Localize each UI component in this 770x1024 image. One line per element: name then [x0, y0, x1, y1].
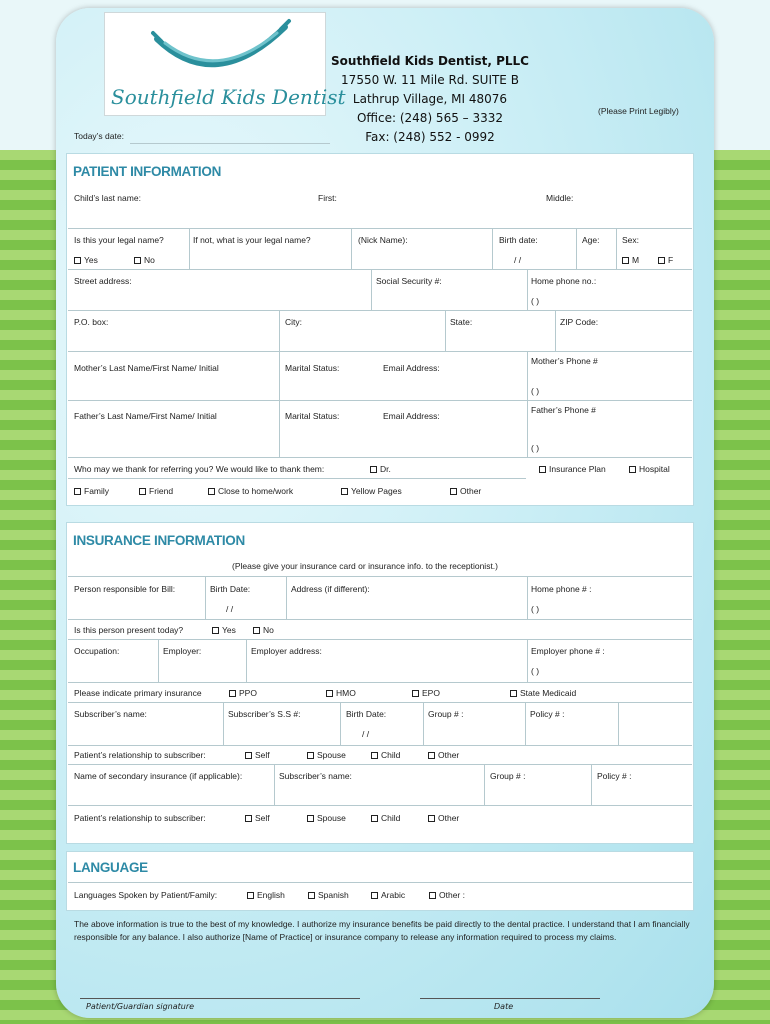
column-divider	[616, 229, 617, 269]
close-home-label: Close to home/work	[218, 486, 294, 496]
column-divider	[484, 765, 485, 805]
insurance-note: (Please give your insurance card or insurance info. to the receptionist.)	[232, 561, 498, 571]
nick-name-label: (Nick Name):	[358, 235, 408, 245]
checkbox-icon[interactable]	[371, 815, 378, 822]
row-divider	[68, 805, 692, 806]
address-different-label: Address (if different):	[291, 584, 370, 594]
practice-address	[330, 52, 530, 147]
column-divider	[527, 640, 528, 682]
spouse-label: Spouse	[317, 813, 346, 823]
spanish-label: Spanish	[318, 890, 349, 900]
legal-name-question: Is this your legal name?	[74, 235, 164, 245]
row-divider	[68, 400, 692, 401]
no-label: No	[144, 255, 155, 265]
relationship2-label: Patient’s relationship to subscriber:	[74, 813, 206, 823]
street-address-label: Street address:	[74, 276, 132, 286]
primary-insurance-label: Please indicate primary insurance	[74, 688, 202, 698]
city-label: City:	[285, 317, 302, 327]
father-name-label: Father’s Last Name/First Name/ Initial	[74, 411, 217, 421]
checkbox-icon[interactable]	[450, 488, 457, 495]
column-divider	[591, 765, 592, 805]
insurance-plan-label: Insurance Plan	[549, 464, 606, 474]
rel-child-option[interactable]	[371, 750, 400, 760]
patient-section	[66, 153, 694, 506]
zip-label: ZIP Code:	[560, 317, 599, 327]
checkbox-icon[interactable]	[74, 257, 81, 264]
address-line-2: Lathrup Village, MI 48076	[352, 92, 508, 106]
father-email-label: Email Address:	[383, 411, 440, 421]
signature-label: Patient/Guardian signature	[86, 1002, 195, 1011]
yes-label: Yes	[222, 625, 236, 635]
employer-phone-label: Employer phone # :	[531, 646, 605, 656]
referral-insurance-option[interactable]	[539, 464, 606, 474]
date-label: Date	[494, 1002, 514, 1011]
other-label: Other	[460, 486, 482, 496]
column-divider	[189, 229, 190, 269]
referral-other-option[interactable]	[450, 486, 481, 496]
lang-arabic-option[interactable]	[371, 890, 405, 900]
todays-date-field[interactable]	[130, 143, 330, 144]
rel2-other-option[interactable]	[428, 813, 459, 823]
secondary-subscriber-label: Subscriber’s name:	[279, 771, 352, 781]
column-divider	[423, 703, 424, 745]
logo-wordmark: Southfield Kids Dentist	[111, 85, 346, 109]
child-label: Child	[381, 750, 401, 760]
present-yes-option[interactable]	[212, 625, 236, 635]
rel2-self-option[interactable]	[245, 813, 270, 823]
column-divider	[286, 577, 287, 619]
print-note: (Please Print Legibly)	[598, 106, 679, 116]
column-divider	[158, 640, 159, 682]
secondary-group-label: Group # :	[490, 771, 526, 781]
birth-date-slashes: / /	[514, 255, 522, 265]
mother-name-label: Mother’s Last Name/First Name/ Initial	[74, 363, 219, 373]
checkbox-icon[interactable]	[326, 690, 333, 697]
column-divider	[205, 577, 206, 619]
fax-number: Fax: (248) 552 - 0992	[365, 130, 495, 144]
column-divider	[555, 311, 556, 351]
column-divider	[279, 352, 280, 400]
column-divider	[445, 311, 446, 351]
rel2-child-option[interactable]	[371, 813, 400, 823]
column-divider	[618, 703, 619, 745]
resp-home-phone-label: Home phone # :	[531, 584, 592, 594]
checkbox-icon[interactable]	[253, 627, 260, 634]
column-divider	[527, 577, 528, 619]
secondary-insurance-label: Name of secondary insurance (if applicable):	[74, 771, 243, 781]
column-divider	[351, 229, 352, 269]
column-divider	[340, 703, 341, 745]
row-divider	[68, 882, 692, 883]
referral-dr-option[interactable]	[370, 464, 391, 474]
subscriber-birth-slashes: / /	[362, 729, 370, 739]
row-divider	[68, 682, 692, 683]
rel-self-option[interactable]	[245, 750, 270, 760]
rel-spouse-option[interactable]	[307, 750, 346, 760]
group-number-label: Group # :	[428, 709, 464, 719]
employer-address-label: Employer address:	[251, 646, 322, 656]
medicaid-label: State Medicaid	[520, 688, 577, 698]
self-label: Self	[255, 813, 270, 823]
father-marital-label: Marital Status:	[285, 411, 340, 421]
middle-name-label: Middle:	[546, 193, 574, 203]
checkbox-icon[interactable]	[74, 488, 81, 495]
checkbox-icon[interactable]	[428, 752, 435, 759]
row-divider	[68, 702, 692, 703]
subscriber-name-label: Subscriber’s name:	[74, 709, 147, 719]
epo-option[interactable]	[412, 688, 440, 698]
checkbox-icon[interactable]	[412, 690, 419, 697]
ppo-label: PPO	[239, 688, 257, 698]
yellow-pages-label: Yellow Pages	[351, 486, 402, 496]
occupation-label: Occupation:	[74, 646, 120, 656]
checkbox-icon[interactable]	[510, 690, 517, 697]
home-phone-area: ( )	[531, 296, 540, 306]
referral-question: Who may we thank for referring you? We would like to thank them:	[74, 464, 325, 474]
dr-label: Dr.	[380, 464, 391, 474]
lang-other-option[interactable]	[429, 890, 465, 900]
practice-logo	[104, 12, 346, 116]
male-label: M	[632, 255, 640, 265]
column-divider	[525, 703, 526, 745]
checkbox-icon[interactable]	[308, 892, 315, 899]
referral-family-option[interactable]	[74, 486, 109, 496]
address-line-1: 17550 W. 11 Mile Rd. SUITE B	[341, 73, 519, 87]
checkbox-icon[interactable]	[429, 892, 436, 899]
row-divider	[68, 745, 692, 746]
checkbox-icon[interactable]	[622, 257, 629, 264]
hmo-label: HMO	[336, 688, 356, 698]
father-phone-area: ( )	[531, 443, 540, 453]
mother-marital-label: Marital Status:	[285, 363, 340, 373]
lang-english-option[interactable]	[247, 890, 285, 900]
sex-label: Sex:	[622, 235, 640, 245]
column-divider	[576, 229, 577, 269]
other-language-label: Other :	[439, 890, 465, 900]
row-divider	[68, 478, 526, 479]
present-no-option[interactable]	[253, 625, 274, 635]
checkbox-icon[interactable]	[139, 488, 146, 495]
checkbox-icon[interactable]	[307, 815, 314, 822]
resp-birth-slashes: / /	[226, 604, 234, 614]
checkbox-icon[interactable]	[245, 815, 252, 822]
epo-label: EPO	[422, 688, 440, 698]
office-phone: Office: (248) 565 – 3332	[356, 111, 504, 125]
resp-phone-area: ( )	[531, 604, 540, 614]
language-section	[66, 851, 694, 911]
insurance-section-title: INSURANCE INFORMATION	[73, 533, 245, 548]
father-phone-label: Father’s Phone #	[531, 405, 596, 415]
first-name-label: First:	[318, 193, 337, 203]
home-phone-label: Home phone no.:	[531, 276, 597, 286]
column-divider	[279, 401, 280, 457]
checkbox-icon[interactable]	[212, 627, 219, 634]
row-divider	[68, 457, 692, 458]
referral-close-option[interactable]	[208, 486, 293, 496]
row-divider	[68, 228, 692, 229]
age-label: Age:	[582, 235, 600, 245]
ppo-option[interactable]	[229, 688, 257, 698]
resp-birth-date-label: Birth Date:	[210, 584, 251, 594]
subscriber-ss-label: Subscriber’s S.S #:	[228, 709, 301, 719]
child-last-name-label: Child’s last name:	[74, 193, 141, 203]
legal-yes-option[interactable]	[74, 255, 98, 265]
checkbox-icon[interactable]	[307, 752, 314, 759]
column-divider	[527, 352, 528, 400]
row-divider	[68, 576, 692, 577]
checkbox-icon[interactable]	[134, 257, 141, 264]
referral-yellow-pages-option[interactable]	[341, 486, 402, 496]
hospital-label: Hospital	[639, 464, 670, 474]
signature-line[interactable]	[80, 998, 360, 999]
checkbox-icon[interactable]	[341, 488, 348, 495]
rel2-spouse-option[interactable]	[307, 813, 346, 823]
column-divider	[492, 229, 493, 269]
column-divider	[223, 703, 224, 745]
row-divider	[68, 310, 692, 311]
policy-number-label: Policy # :	[530, 709, 565, 719]
relationship-label: Patient’s relationship to subscriber:	[74, 750, 206, 760]
po-box-label: P.O. box:	[74, 317, 109, 327]
row-divider	[68, 351, 692, 352]
subscriber-birth-label: Birth Date:	[346, 709, 387, 719]
checkbox-icon[interactable]	[629, 466, 636, 473]
patient-section-title: PATIENT INFORMATION	[73, 164, 222, 179]
other-label: Other	[438, 813, 460, 823]
date-line[interactable]	[420, 998, 600, 999]
checkbox-icon[interactable]	[371, 752, 378, 759]
lang-spanish-option[interactable]	[308, 890, 349, 900]
rel-other-option[interactable]	[428, 750, 459, 760]
arabic-label: Arabic	[381, 890, 406, 900]
ssn-label: Social Security #:	[376, 276, 442, 286]
referral-hospital-option[interactable]	[629, 464, 670, 474]
column-divider	[371, 270, 372, 310]
column-divider	[274, 765, 275, 805]
row-divider	[68, 639, 692, 640]
column-divider	[527, 270, 528, 310]
column-divider	[279, 311, 280, 351]
checkbox-icon[interactable]	[247, 892, 254, 899]
authorization-statement: The above information is true to the best of my knowledge. I authorize my insurance benefits be paid directly to the dental practice. I understand that I am financially responsible for any balance. I also authorize [Name of Practice] or insurance company to release any information required to process my claims.	[74, 919, 690, 942]
checkbox-icon[interactable]	[371, 892, 378, 899]
todays-date-label: Today’s date:	[74, 131, 124, 141]
employer-phone-area: ( )	[531, 666, 540, 676]
column-divider	[527, 401, 528, 457]
medicaid-option[interactable]	[510, 688, 576, 698]
english-label: English	[257, 890, 285, 900]
checkbox-icon[interactable]	[208, 488, 215, 495]
sex-female-option[interactable]	[658, 255, 673, 265]
mother-phone-area: ( )	[531, 386, 540, 396]
smile-logo-icon	[105, 13, 327, 93]
family-label: Family	[84, 486, 110, 496]
spouse-label: Spouse	[317, 750, 346, 760]
present-question: Is this person present today?	[74, 625, 184, 635]
row-divider	[68, 269, 692, 270]
checkbox-icon[interactable]	[245, 752, 252, 759]
secondary-policy-label: Policy # :	[597, 771, 632, 781]
referral-friend-option[interactable]	[139, 486, 173, 496]
mother-phone-label: Mother’s Phone #	[531, 356, 598, 366]
legal-name-label: If not, what is your legal name?	[193, 235, 311, 245]
checkbox-icon[interactable]	[370, 466, 377, 473]
checkbox-icon[interactable]	[658, 257, 665, 264]
checkbox-icon[interactable]	[539, 466, 546, 473]
person-responsible-label: Person responsible for Bill:	[74, 584, 176, 594]
friend-label: Friend	[149, 486, 174, 496]
checkbox-icon[interactable]	[428, 815, 435, 822]
no-label: No	[263, 625, 274, 635]
female-label: F	[668, 255, 674, 265]
yes-label: Yes	[84, 255, 98, 265]
sex-male-option[interactable]	[622, 255, 639, 265]
row-divider	[68, 619, 692, 620]
birth-date-label: Birth date:	[499, 235, 538, 245]
hmo-option[interactable]	[326, 688, 356, 698]
checkbox-icon[interactable]	[229, 690, 236, 697]
language-section-title: LANGUAGE	[73, 860, 148, 875]
child-label: Child	[381, 813, 401, 823]
row-divider	[68, 764, 692, 765]
practice-name: Southfield Kids Dentist, PLLC	[331, 54, 529, 68]
mother-email-label: Email Address:	[383, 363, 440, 373]
languages-label: Languages Spoken by Patient/Family:	[74, 890, 218, 900]
other-label: Other	[438, 750, 460, 760]
employer-label: Employer:	[163, 646, 202, 656]
column-divider	[246, 640, 247, 682]
state-label: State:	[450, 317, 473, 327]
self-label: Self	[255, 750, 270, 760]
legal-no-option[interactable]	[134, 255, 155, 265]
